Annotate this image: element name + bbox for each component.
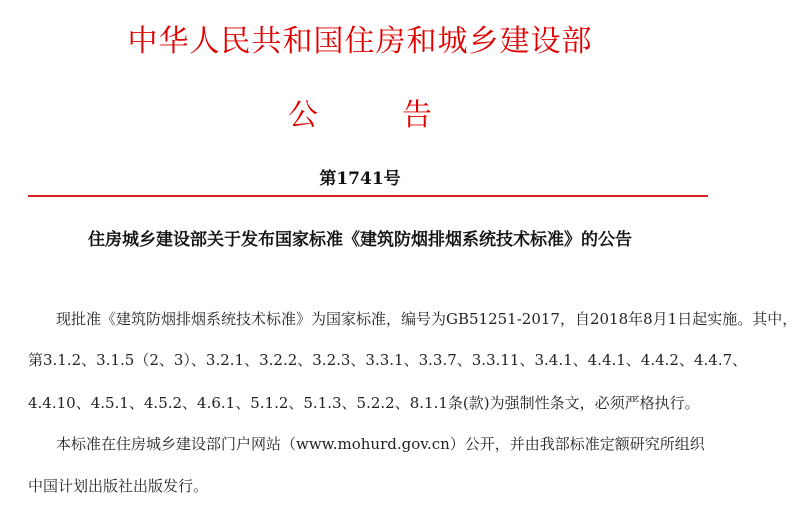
body-text-line: 中国计划出版社出版发行。 xyxy=(28,477,209,495)
body-text-line: 第3.1.2、3.1.5（2、3）、3.2.1、3.2.2、3.2.3、3.3.1、3.3.7、3.3.11、3.4.1、4.4.1、4.4.2、4.4.7、 xyxy=(28,351,748,369)
body-text-line: 4.4.10、4.5.1、4.5.2、4.6.1、5.1.2、5.1.3、5.2.2、8.1.1条(款)为强制性条文，必须严格执行。 xyxy=(28,394,700,412)
notice-subject: 住房城乡建设部关于发布国家标准《建筑防烟排烟系统技术标准》的公告 xyxy=(88,230,632,250)
issuer-heading: 中华人民共和国住房和城乡建设部 xyxy=(127,24,593,59)
document-number: 第1741号 xyxy=(319,169,401,189)
red-divider-line xyxy=(28,195,708,197)
body-text-line: 现批准《建筑防烟排烟系统技术标准》为国家标准，编号为GB51251-2017，自2018年8月1日起实施。其中， xyxy=(56,310,797,328)
body-text-line: 本标准在住房城乡建设部门户网站（www.mohurd.gov.cn）公开，并由我部标准定额研究所组织 xyxy=(56,435,705,453)
notice-title: 公告 xyxy=(288,98,516,133)
